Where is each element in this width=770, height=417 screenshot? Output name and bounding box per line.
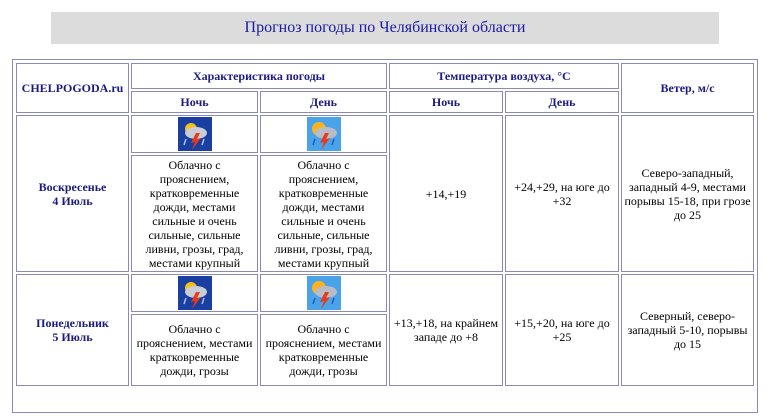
page-title-bar xyxy=(51,12,719,44)
day-description: Облачно с прояснением, кратковременные дожди, местами сильные и очень сильные, сильные ливни, грозы, град, местами крупный xyxy=(260,155,387,272)
temp-day: +15,+20, на юге до +25 xyxy=(505,274,619,386)
storm-night-icon xyxy=(178,117,212,151)
temp-day-header: День xyxy=(505,91,619,113)
storm-night-icon xyxy=(178,276,212,310)
weather-char-header: Характеристика погоды xyxy=(131,63,387,89)
weekday: Воскресенье xyxy=(38,179,107,194)
forecast-table xyxy=(14,61,756,388)
night-description: Облачно с прояснением, местами кратковременные дожди, грозы xyxy=(131,314,258,386)
night-description: Облачно с прояснением, кратковременные дожди, местами сильные и очень сильные, сильные ливни, грозы, град, местами крупный xyxy=(131,155,258,272)
wind-header: Ветер, м/с xyxy=(621,63,754,113)
night-icon-cell xyxy=(131,115,258,153)
day-description: Облачно с прояснением, местами кратковременные дожди, грозы xyxy=(260,314,387,386)
date: 5 Июль xyxy=(52,330,93,344)
weather-night-header: Ночь xyxy=(131,91,258,113)
day-row-icons xyxy=(16,274,754,312)
day-icon-cell xyxy=(260,115,387,153)
brand-link[interactable]: CHELPOGODA.ru xyxy=(21,81,124,95)
page-title: Прогноз погоды по Челябинской области xyxy=(244,19,526,36)
day-label xyxy=(16,274,129,386)
air-temp-header: Температура воздуха, °C xyxy=(389,63,619,89)
brand-cell xyxy=(16,63,129,113)
weekday: Понедельник xyxy=(36,316,109,330)
storm-day-icon xyxy=(307,117,341,151)
date: 4 Июль xyxy=(52,193,93,208)
wind-value: Северо-западный, западный 4-9, местами порывы 15-18, при грозе до 25 xyxy=(621,115,754,272)
day-label xyxy=(16,115,129,272)
temp-day: +24,+29, на юге до +32 xyxy=(505,115,619,272)
weather-day-header: День xyxy=(260,91,387,113)
wind-value: Северный, северо-западный 5-10, порывы до 15 xyxy=(621,274,754,386)
day-row-icons xyxy=(16,115,754,153)
night-icon-cell xyxy=(131,274,258,312)
storm-day-icon xyxy=(307,276,341,310)
temp-night: +14,+19 xyxy=(389,115,503,272)
temp-night: +13,+18, на крайнем западе до +8 xyxy=(389,274,503,386)
day-icon-cell xyxy=(260,274,387,312)
temp-night-header: Ночь xyxy=(389,91,503,113)
